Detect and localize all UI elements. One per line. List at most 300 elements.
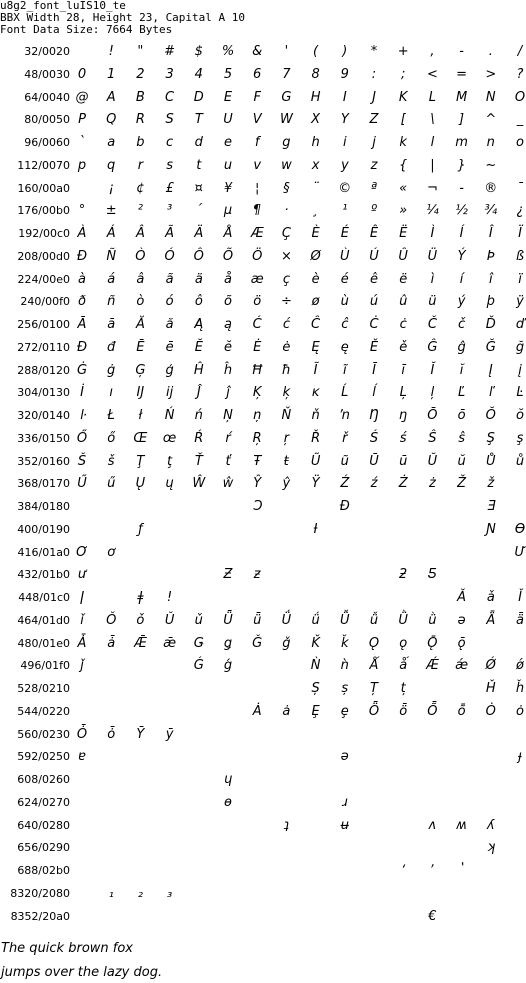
glyph-cell: ~ — [485, 157, 497, 173]
glyph-cell: ¦ — [254, 180, 260, 196]
glyph-cell: x — [311, 157, 320, 173]
glyph-cell: W — [279, 112, 293, 128]
glyph-cell: < — [426, 66, 438, 82]
row-code-label: 528/0210 — [17, 682, 70, 695]
glyph-cell: a — [107, 135, 116, 150]
glyph-cell: Ǻ — [369, 658, 379, 674]
glyph-cell: J — [372, 89, 376, 105]
glyph-cell: ǜ — [428, 612, 437, 628]
glyph-cell: ă — [165, 317, 174, 332]
glyph-cell: ƶ — [253, 567, 261, 583]
glyph-cell: r — [137, 157, 144, 173]
glyph-cell: » — [399, 203, 408, 219]
glyph-cell: Ä — [194, 226, 204, 241]
glyph-cell: ʉ — [340, 817, 349, 833]
glyph-cell: f — [254, 135, 260, 150]
glyph-cell: å — [224, 271, 232, 287]
glyph-cell: 4 — [194, 66, 203, 82]
glyph-cell: P — [78, 112, 86, 128]
glyph-cell: ¥ — [223, 180, 233, 196]
glyph-cell: ¿ — [516, 203, 524, 219]
glyph-cell: ² — [137, 203, 143, 219]
glyph-cell: È — [311, 226, 320, 241]
row-code-label: 368/0170 — [17, 477, 70, 491]
row-code-label: 96/0060 — [24, 136, 70, 149]
glyph-cell: e — [224, 135, 232, 150]
glyph-cell: & — [252, 44, 263, 59]
row-code-label: 560/0230 — [17, 727, 70, 741]
glyph-cell: ʽ — [459, 863, 464, 878]
glyph-cell: m — [455, 135, 468, 150]
glyph-cell: ŀ — [80, 408, 84, 423]
glyph-cell: ư — [77, 567, 87, 583]
glyph-cell: Ů — [486, 453, 496, 469]
glyph-cell: Ò — [135, 248, 146, 264]
glyph-cell: Ĭ — [430, 362, 435, 378]
glyph-cell: ¨ — [312, 180, 319, 196]
glyph-cell: Ǜ — [398, 612, 408, 628]
glyph-cell: ļ — [430, 385, 435, 401]
glyph-cell: - — [459, 180, 464, 196]
glyph-cell: ľ — [488, 385, 493, 401]
row-code-label: 112/0070 — [17, 158, 70, 172]
glyph-cell: Ɔ — [252, 499, 262, 514]
glyph-cell: ¢ — [136, 180, 145, 196]
glyph-cell: : — [371, 66, 377, 82]
glyph-cell: Ó — [164, 248, 175, 264]
glyph-cell: ä — [194, 271, 203, 287]
row-code-label: 304/0130 — [17, 386, 70, 400]
glyph-cell: ģ — [165, 362, 174, 378]
glyph-cell: ) — [342, 44, 348, 59]
glyph-cell: Đ — [339, 499, 350, 514]
row-code-label: 592/0250 — [17, 750, 70, 764]
glyph-cell: . — [488, 44, 493, 59]
glyph-cell: p — [77, 157, 87, 173]
glyph-cell: K — [398, 89, 408, 105]
glyph-cell: k — [399, 135, 407, 150]
glyph-cell: µ — [223, 203, 233, 219]
glyph-cell: ¤ — [194, 180, 203, 196]
row-code-label: 624/0270 — [17, 795, 70, 809]
glyph-cell: ȫ — [399, 703, 408, 719]
glyph-cell: ǐ — [80, 612, 84, 628]
glyph-cell: Ħ — [251, 362, 264, 378]
glyph-cell: Ǵ — [193, 658, 204, 674]
glyph-cell: ń — [194, 408, 203, 423]
glyph-cell: ē — [165, 339, 174, 355]
glyph-cell: ` — [78, 135, 86, 150]
row-code-label: 432/01b0 — [17, 568, 70, 582]
glyph-cell: ǥ — [223, 635, 233, 651]
glyph-cell: à — [78, 271, 86, 287]
glyph-cell: Î — [488, 226, 493, 241]
row-code-label: 496/01f0 — [20, 659, 70, 673]
glyph-cell: ț — [400, 681, 406, 696]
glyph-cell: Â — [135, 226, 145, 241]
glyph-cell: ś — [399, 430, 407, 446]
glyph-cell: z — [370, 157, 378, 173]
glyph-cell: Ú — [369, 248, 379, 264]
glyph-cell: ] — [459, 112, 465, 128]
glyph-cell: i — [342, 135, 347, 150]
glyph-cell: Ö — [252, 248, 263, 264]
glyph-cell: ã — [165, 271, 174, 287]
glyph-cell: ʎ — [486, 817, 495, 833]
glyph-cell: î — [488, 271, 493, 287]
glyph-cell: ʍ — [456, 817, 467, 833]
glyph-cell: ȱ — [107, 726, 116, 742]
row-code-label: 464/01d0 — [17, 613, 70, 627]
glyph-cell: u — [223, 157, 233, 173]
row-code-label: 224/00e0 — [17, 272, 70, 286]
glyph-cell: Ş — [486, 430, 495, 446]
glyph-cell: V — [252, 112, 262, 128]
glyph-cell: º — [370, 203, 378, 219]
glyph-cell: ¾ — [484, 203, 498, 219]
glyph-cell: L — [428, 89, 437, 105]
glyph-cell: ł — [138, 408, 143, 423]
glyph-cell: D — [193, 89, 204, 105]
glyph-cell: « — [399, 180, 408, 196]
glyph-cell: ĭ — [459, 362, 464, 378]
glyph-cell: Õ — [222, 248, 234, 264]
glyph-cell: ´ — [195, 203, 203, 219]
row-code-label: 256/0100 — [17, 318, 70, 331]
glyph-cell: 5 — [223, 66, 233, 82]
glyph-cell: á — [107, 271, 116, 287]
glyph-cell: ŷ — [282, 476, 291, 492]
glyph-cell: Æ — [250, 226, 264, 241]
glyph-cell: × — [280, 248, 292, 264]
row-code-label: 640/0280 — [17, 818, 70, 832]
glyph-cell: ǵ — [223, 658, 233, 674]
glyph-cell: ¹ — [342, 203, 348, 219]
glyph-cell: ŋ — [399, 408, 408, 423]
row-code-label: 272/0110 — [17, 340, 70, 354]
glyph-cell: Ü — [427, 248, 438, 264]
glyph-cell: ơ — [107, 544, 116, 560]
glyph-cell: į — [518, 362, 522, 378]
glyph-cell: * — [370, 44, 378, 59]
glyph-cell: Ř — [311, 430, 321, 446]
glyph-cell: ħ — [281, 362, 291, 378]
glyph-cell: Ų — [135, 476, 146, 492]
glyph-cell: + — [397, 44, 409, 59]
row-code-label: 688/02b0 — [17, 864, 70, 877]
glyph-cell: 3 — [165, 66, 174, 82]
glyph-cell: ÿ — [516, 294, 524, 310]
row-code-label: 192/00c0 — [18, 227, 70, 240]
row-code-label: 400/0190 — [17, 522, 70, 536]
glyph-cell: Ȭ — [427, 703, 438, 719]
glyph-cell: ı — [109, 385, 113, 401]
row-code-label: 352/0160 — [17, 454, 70, 468]
glyph-cell: Ō — [427, 408, 438, 423]
glyph-cell: ǫ — [399, 635, 408, 651]
glyph-cell: Ŀ — [516, 385, 524, 401]
glyph-cell: ū — [399, 453, 408, 469]
row-code-label: 544/0220 — [17, 704, 70, 718]
glyph-cell: ǘ — [311, 612, 320, 628]
glyph-cell: ɐ — [78, 749, 86, 765]
glyph-cell: [ — [400, 112, 406, 128]
glyph-cell: Ŗ — [252, 430, 262, 446]
glyph-cell: ǻ — [399, 658, 408, 674]
glyph-cell: ª — [370, 180, 378, 196]
glyph-cell: T — [194, 112, 203, 128]
glyph-cell: Ǿ — [485, 658, 496, 674]
glyph-cell: ź — [370, 476, 378, 492]
glyph-cell: Ĥ — [193, 362, 204, 378]
glyph-cell: s — [166, 157, 173, 173]
glyph-cell: ķ — [282, 385, 291, 401]
glyph-cell: ʼ — [430, 863, 435, 878]
glyph-cell: ǡ — [107, 635, 116, 651]
glyph-cell: Á — [106, 226, 116, 241]
glyph-cell: ě — [399, 339, 408, 355]
glyph-cell: Ư — [514, 544, 526, 560]
glyph-cell: ǽ — [455, 658, 469, 674]
glyph-cell: ŝ — [458, 430, 465, 446]
glyph-cell: Ý — [457, 248, 466, 264]
glyph-cell: Ŷ — [253, 476, 262, 492]
glyph-cell: Œ — [133, 430, 148, 446]
glyph-cell: ŗ — [283, 430, 290, 446]
glyph-cell: Ŝ — [428, 430, 437, 446]
glyph-cell: Ǘ — [281, 612, 292, 628]
glyph-cell: ; — [400, 66, 406, 82]
glyph-cell: A — [106, 89, 116, 105]
glyph-cell: Ǝ — [486, 499, 495, 514]
glyph-cell: ɥ — [223, 772, 233, 787]
glyph-cell: Ń — [164, 408, 175, 423]
glyph-cell: h — [311, 135, 320, 150]
glyph-cell: Ȱ — [76, 726, 88, 742]
glyph-cell: 0 — [77, 66, 87, 82]
row-code-label: 240/00f0 — [20, 295, 70, 309]
glyph-cell: M — [455, 89, 468, 105]
glyph-cell: À — [77, 226, 87, 241]
glyph-cell: Ǒ — [106, 612, 117, 628]
glyph-cell: ŧ — [283, 453, 289, 469]
glyph-cell: Ô — [193, 248, 204, 264]
glyph-cell: ű — [107, 476, 116, 492]
glyph-cell: ǹ — [340, 658, 349, 674]
glyph-cell: ď — [515, 317, 525, 332]
glyph-cell: ± — [105, 203, 117, 219]
glyph-cell: Ì — [430, 226, 435, 241]
glyph-cell: Y — [340, 112, 349, 128]
glyph-cell: Ǽ — [426, 658, 439, 674]
glyph-cell: Ǟ — [486, 612, 496, 628]
glyph-cell: U — [223, 112, 233, 128]
glyph-cell: ¸ — [312, 203, 319, 219]
glyph-cell: ? — [516, 66, 524, 82]
glyph-cell: ǒ — [136, 612, 145, 628]
glyph-cell: ǂ — [137, 590, 144, 605]
glyph-cell: ü — [428, 294, 437, 310]
glyph-cell: B — [135, 89, 145, 105]
glyph-cell: ȭ — [457, 703, 466, 719]
glyph-cell: İ — [80, 385, 84, 401]
row-code-label: 336/0150 — [17, 431, 70, 445]
glyph-cell: Ĝ — [427, 339, 438, 355]
glyph-cell: Ķ — [252, 385, 262, 401]
glyph-cell: ā — [107, 317, 116, 332]
glyph-cell: ý — [457, 294, 466, 310]
glyph-cell: ė — [282, 339, 291, 355]
glyph-cell: ő — [107, 430, 116, 446]
glyph-cell: Ď — [485, 317, 496, 332]
glyph-cell: ą — [224, 317, 232, 332]
glyph-cell: ǧ — [282, 635, 291, 651]
glyph-cell: Ņ — [223, 408, 233, 423]
glyph-cell: Ȩ — [311, 703, 320, 719]
glyph-cell: { — [399, 157, 408, 173]
glyph-cell: ê — [370, 271, 378, 287]
glyph-cell: ġ — [107, 362, 116, 378]
glyph-cell: ó — [165, 294, 174, 310]
glyph-cell: ǩ — [341, 635, 349, 651]
glyph-cell: Ā — [77, 317, 87, 332]
glyph-cell: ŕ — [225, 430, 231, 446]
glyph-cell: ǚ — [369, 612, 379, 628]
glyph-cell: ĥ — [223, 362, 233, 378]
row-code-label: 320/0140 — [17, 409, 70, 422]
glyph-cell: ^ — [485, 112, 497, 128]
glyph-cell: l — [430, 135, 435, 150]
glyph-cell: Ǧ — [252, 635, 263, 651]
glyph-cell: ǝ — [457, 612, 466, 628]
glyph-cell: ĸ — [311, 385, 320, 401]
glyph-cell: Ŭ — [427, 453, 438, 469]
glyph-cell: ĵ — [226, 385, 230, 401]
glyph-cell: ǔ — [194, 612, 203, 628]
glyph-cell: Ȯ — [485, 703, 496, 719]
glyph-cell: j — [372, 135, 376, 150]
glyph-cell: ʞ — [486, 840, 496, 856]
glyph-cell: ǀ — [80, 590, 84, 605]
glyph-cell: Ė — [253, 339, 262, 355]
glyph-cell: è — [311, 271, 320, 287]
sample-line-1: The quick brown fox — [1, 941, 133, 956]
glyph-cell: ù — [340, 294, 349, 310]
glyph-cell: Q — [106, 112, 117, 128]
glyph-cell: Š — [77, 453, 87, 469]
glyph-cell: ƻ — [399, 567, 408, 583]
glyph-cell: ř — [342, 430, 348, 446]
glyph-cell: ₁ — [108, 885, 114, 901]
glyph-cell: Ł — [107, 408, 115, 423]
glyph-cell: - — [459, 44, 464, 59]
glyph-cell: Ë — [399, 226, 408, 241]
glyph-cell: R — [135, 112, 145, 128]
glyph-cell: Ȧ — [252, 703, 262, 719]
glyph-cell: ɟ — [517, 749, 523, 765]
glyph-cell: ³ — [166, 203, 173, 219]
glyph-cell: ę — [340, 339, 349, 355]
glyph-cell: % — [221, 44, 235, 59]
glyph-cell: ų — [165, 476, 174, 492]
glyph-cell: ¬ — [426, 180, 438, 196]
glyph-cell: ' — [284, 44, 289, 59]
glyph-cell: ₃ — [166, 885, 173, 901]
glyph-cell: d — [194, 135, 203, 150]
glyph-cell: X — [311, 112, 321, 128]
glyph-cell: ! — [108, 44, 114, 59]
glyph-cell: č — [458, 317, 466, 332]
glyph-cell: o — [516, 135, 524, 150]
glyph-cell: Ÿ — [311, 476, 320, 492]
glyph-cell: ŭ — [457, 453, 466, 469]
glyph-cell: Ű — [77, 476, 87, 492]
glyph-cell: Ć — [252, 317, 262, 332]
glyph-cell: ĝ — [457, 339, 466, 355]
glyph-cell: v — [253, 157, 262, 173]
glyph-cell: @ — [75, 89, 89, 105]
glyph-cell: Ă — [135, 317, 145, 332]
glyph-cell: y — [340, 157, 349, 173]
glyph-cell: Ŵ — [192, 476, 206, 492]
glyph-cell: Ǥ — [193, 635, 204, 651]
glyph-cell: ŏ — [516, 408, 524, 423]
glyph-cell: Å — [223, 226, 233, 241]
glyph-cell: ĺ — [372, 385, 376, 401]
glyph-cell: þ — [486, 294, 495, 310]
glyph-cell: Ĉ — [311, 317, 321, 332]
glyph-cell: ɵ — [224, 794, 232, 810]
glyph-cell: ȟ — [515, 681, 525, 696]
glyph-cell: æ — [250, 271, 264, 287]
row-code-label: 608/0260 — [17, 773, 70, 786]
glyph-cell: ¯ — [516, 180, 524, 196]
glyph-cell: g — [282, 135, 291, 150]
glyph-cell: Ê — [369, 226, 379, 241]
bbx-info: BBX Width 28, Height 23, Capital A 10 — [0, 11, 246, 24]
glyph-cell: Ǔ — [164, 612, 175, 628]
glyph-cell: 8 — [311, 66, 320, 82]
glyph-cell: ň — [311, 408, 320, 423]
glyph-cell: Ž — [457, 476, 467, 492]
glyph-cell: â — [136, 271, 145, 287]
row-code-label: 416/01a0 — [17, 545, 70, 559]
glyph-cell: N — [485, 89, 496, 105]
glyph-cell: Ě — [369, 339, 379, 355]
glyph-cell: Ī — [372, 362, 376, 378]
glyph-cell: ö — [253, 294, 262, 310]
glyph-cell: Ĩ — [313, 362, 318, 378]
glyph-cell: œ — [162, 430, 177, 446]
glyph-cell: ș — [341, 681, 349, 696]
row-code-label: 160/00a0 — [17, 181, 70, 195]
glyph-cell: ° — [78, 203, 86, 219]
glyph-cell: ǰ — [80, 658, 84, 674]
glyph-cell: š — [107, 453, 115, 469]
glyph-cell: Ȳ — [136, 726, 145, 742]
glyph-cell: ō — [457, 408, 466, 423]
glyph-cell: ò — [136, 294, 145, 310]
glyph-cell: ş — [516, 430, 524, 446]
glyph-cell: Ę — [311, 339, 320, 355]
glyph-cell: ì — [430, 271, 435, 287]
glyph-cell: 7 — [282, 66, 291, 82]
glyph-cell: I — [342, 89, 347, 105]
glyph-cell: ú — [369, 294, 379, 310]
glyph-cell: Ǐ — [518, 590, 522, 605]
glyph-cell: Ż — [398, 476, 408, 492]
glyph-cell: ð — [78, 294, 86, 310]
